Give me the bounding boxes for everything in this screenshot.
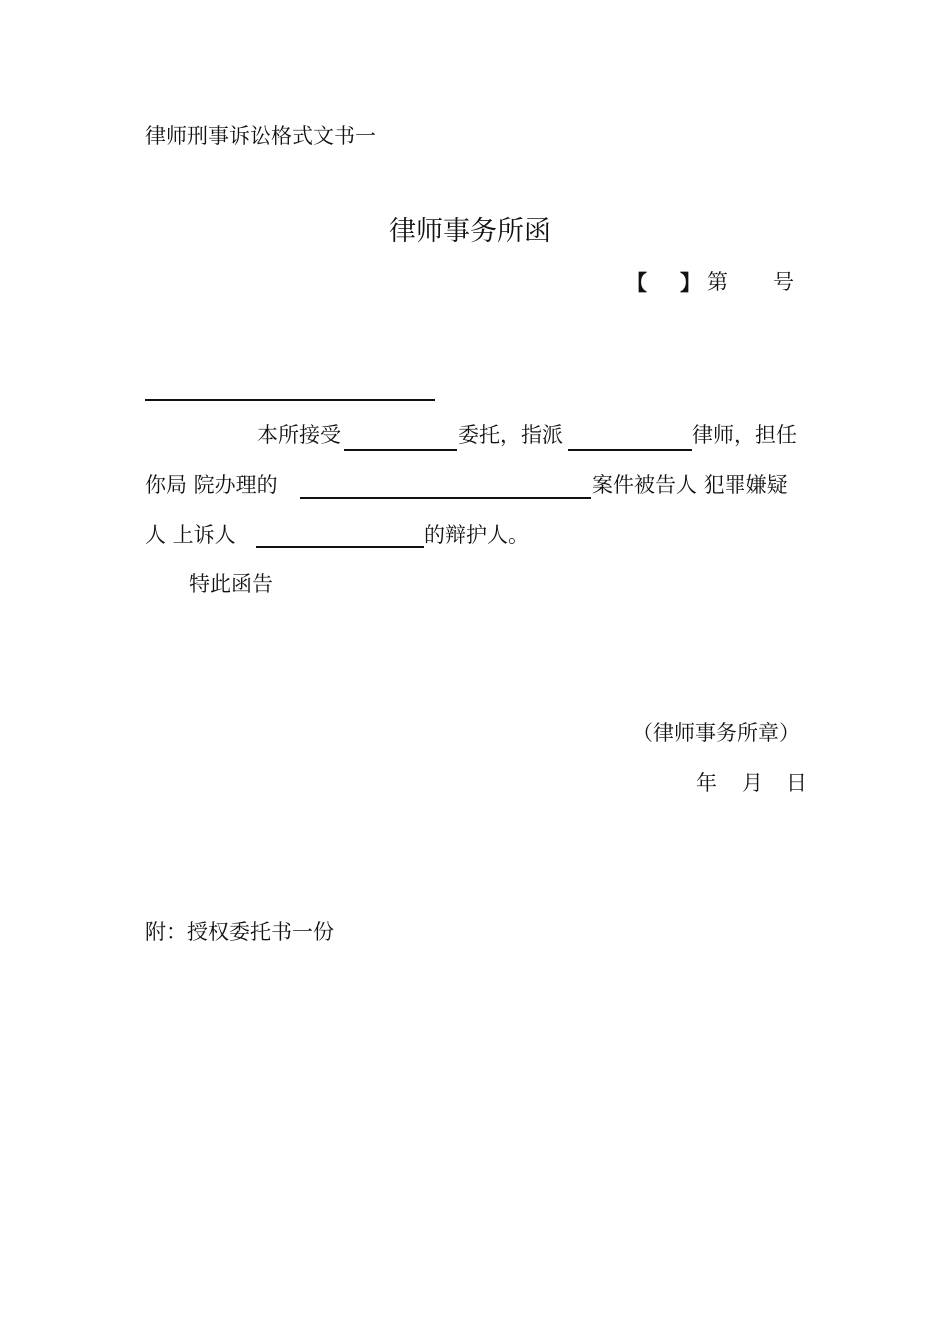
- doc-number-close-bracket: 】: [680, 270, 701, 295]
- doc-number-open-bracket: 【: [626, 270, 647, 295]
- client-blank[interactable]: [344, 449, 457, 451]
- body-line1-text-c: 律师，担任: [692, 423, 797, 447]
- addressee-blank[interactable]: [145, 399, 435, 401]
- body-line1-text-a: 本所接受: [257, 423, 341, 447]
- seal-label: （律师事务所章）: [632, 721, 800, 745]
- defendant-name-blank[interactable]: [256, 546, 424, 548]
- document-title: 律师事务所函: [389, 216, 551, 247]
- closing-text: 特此函告: [189, 572, 273, 596]
- body-line2-text-a: 你局 院办理的: [145, 473, 278, 497]
- lawyer-name-blank[interactable]: [568, 449, 692, 451]
- body-line3-text-b: 的辩护人。: [424, 523, 529, 547]
- body-line3-text-a: 人 上诉人: [145, 523, 236, 547]
- body-line1-text-b: 委托，指派: [458, 423, 563, 447]
- date-day: 日: [786, 771, 807, 795]
- case-name-blank[interactable]: [300, 497, 591, 499]
- doc-number-hao: 号: [773, 270, 794, 294]
- body-line2-text-b: 案件被告人 犯罪嫌疑: [592, 473, 788, 497]
- date-year: 年: [696, 771, 717, 795]
- doc-number-di: 第: [707, 270, 728, 294]
- document-series-label: 律师刑事诉讼格式文书一: [145, 124, 376, 148]
- attachment-note: 附：授权委托书一份: [145, 920, 334, 944]
- date-month: 月: [742, 771, 763, 795]
